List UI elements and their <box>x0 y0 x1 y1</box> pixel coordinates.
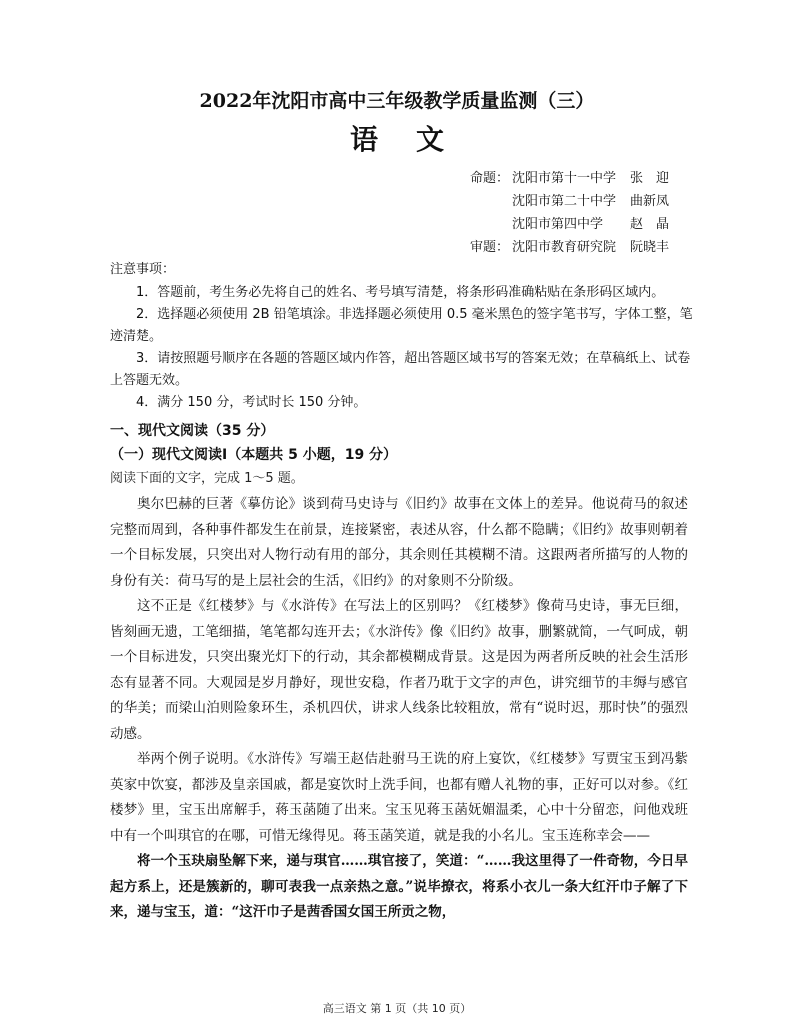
passage-paragraph: 奥尔巴赫的巨著《摹仿论》谈到荷马史诗与《旧约》故事在文体上的差异。他说荷马的叙述完整而周到，各种事件都发生在前景，连接紧密，表述从容，什么都不隐瞒；《旧约》故事则朝着一个目标发展，只突出对人物行动有用的部分，其余则任其模糊不清。这跟两者所描写的人物的身份有关：荷马写的是上层社会的生活，《旧约》的对象则不分阶级。 <box>110 496 688 589</box>
notes-list <box>110 282 700 414</box>
passage-quote: 将一个玉玦扇坠解下来，递与琪官……琪官接了，笑道：“……我这里得了一件奇物，今日早起方系上，还是簇新的，聊可表我一点亲热之意。”说毕撩衣，将系小衣儿一条大红汗巾子解了下来，递与宝玉，道：“这汗巾子是茜香国女国王所贡之物， <box>110 853 688 920</box>
exam-title: 2022年沈阳市高中三年级教学质量监测（三） <box>199 90 595 112</box>
page-footer: 高三语文 第 1 页（共 10 页） <box>322 1002 472 1015</box>
passage-paragraph: 举两个例子说明。《水浒传》写端王赵佶赴驸马王诜的府上宴饮，《红楼梦》写贾宝玉到冯紫英家中饮宴，都涉及皇亲国戚，都是宴饮时上洗手间，也都有赠人礼物的事，正好可以对参。《红楼梦》里，宝玉出席解手，蒋玉菡随了出来。宝玉见蒋玉菡妩媚温柔，心中十分留恋，问他戏班中有一个叫琪官的在哪，可惜无缘得见。蒋玉菡笑道，就是我的小名儿。宝玉连称幸会—— <box>110 751 688 844</box>
credit-row <box>470 213 710 236</box>
subject-title: 语文 <box>349 123 482 156</box>
credit-org: 沈阳市教育研究院 <box>512 240 617 255</box>
credit-name: 张 迎 <box>630 171 670 186</box>
subsection-heading: （一）现代文阅读Ⅰ（本题共 5 小题，19 分） <box>110 447 398 463</box>
note-item: 1．答题前，考生务必先将自己的姓名、考号填写清楚，将条形码准确粘贴在条形码区域内。 <box>136 285 665 300</box>
credit-row <box>470 167 710 190</box>
credit-row <box>470 190 710 213</box>
credit-label: 命题： <box>470 171 510 186</box>
passage-paragraph: 这不正是《红楼梦》与《水浒传》在写法上的区别吗？《红楼梦》像荷马史诗，事无巨细，皆刻画无遗，工笔细描，笔笔都勾连开去；《水浒传》像《旧约》故事，删繁就简，一气呵成，朝一个目标进发，只突出聚光灯下的行动，其余都模糊成背景。这是因为两者所反映的社会生活形态有显著不同。大观园是岁月静好，现世安稳，作者乃耽于文字的声色，讲究细节的丰缛与感官的华美；而梁山泊则险象环生，杀机四伏，讲求人线条比较粗放，常有“说时迟，那时快”的强烈动感。 <box>110 598 688 742</box>
note-item: 2．选择题必须使用 2B 铅笔填涂。非选择题必须使用 0.5 毫米黑色的签字笔书写，字体工整，笔迹清楚。 <box>110 307 693 344</box>
note-item: 3．请按照题号顺序在各题的答题区域内作答，超出答题区域书写的答案无效；在草稿纸上、试卷上答题无效。 <box>110 351 691 388</box>
note-item: 4．满分 150 分，考试时长 150 分钟。 <box>136 395 367 410</box>
section-heading: 一、现代文阅读（35 分） <box>110 423 275 439</box>
credit-name: 阮晓丰 <box>630 240 670 255</box>
credit-name: 曲新凤 <box>630 194 670 209</box>
reading-passage <box>110 492 688 926</box>
notes-heading: 注意事项： <box>110 262 176 277</box>
credit-org: 沈阳市第十一中学 <box>512 171 617 186</box>
reading-instruction: 阅读下面的文字，完成 1～5 题。 <box>110 471 304 486</box>
credit-org: 沈阳市第二十中学 <box>512 194 617 209</box>
credit-label: 审题： <box>470 240 510 255</box>
credit-org: 沈阳市第四中学 <box>512 217 604 232</box>
credit-row <box>470 236 710 259</box>
credit-name: 赵 晶 <box>630 217 670 232</box>
credits-block <box>470 167 710 259</box>
